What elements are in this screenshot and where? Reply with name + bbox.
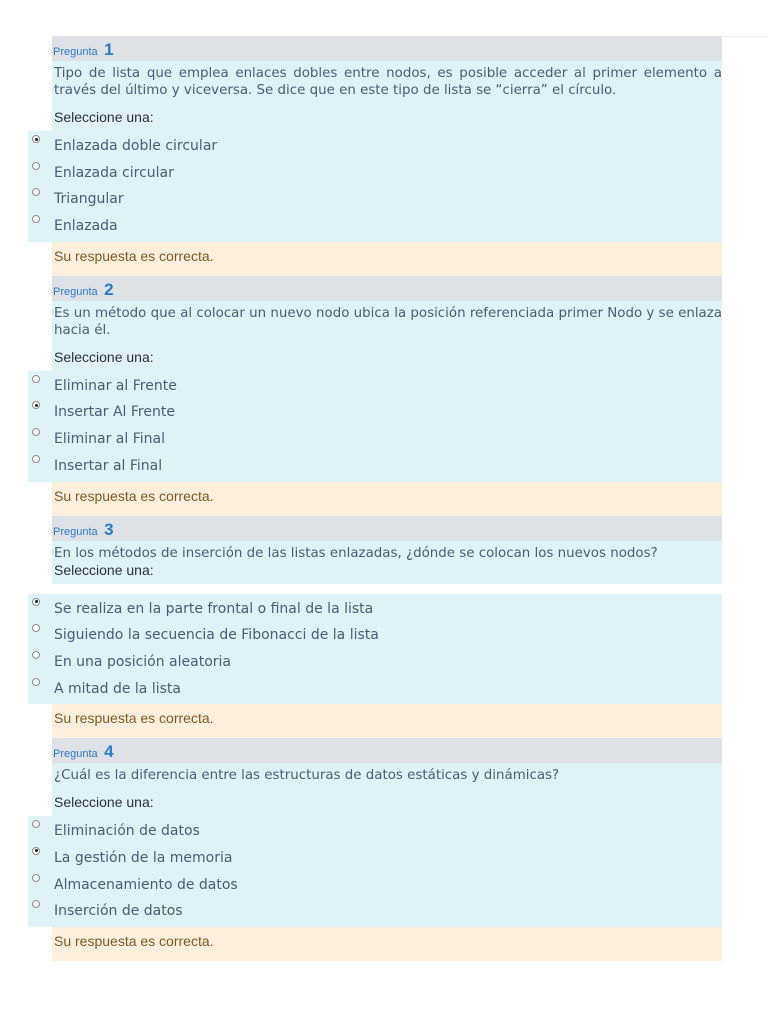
radio-button[interactable] xyxy=(32,135,40,143)
question-number: 3 xyxy=(104,519,114,539)
radio-button[interactable] xyxy=(32,162,40,170)
answer-option[interactable] xyxy=(28,375,722,402)
radio-button[interactable] xyxy=(32,678,40,686)
radio-button[interactable] xyxy=(32,624,40,632)
question-2 xyxy=(0,276,768,516)
answer-option[interactable] xyxy=(28,624,722,651)
answer-label[interactable]: Eliminación de datos xyxy=(54,823,200,840)
answer-options xyxy=(28,371,722,482)
question-4 xyxy=(0,738,768,961)
answer-label[interactable]: Insertar Al Frente xyxy=(54,404,175,421)
select-one-prompt: Seleccione una: xyxy=(54,109,154,125)
question-body xyxy=(52,61,722,131)
answer-label[interactable]: Enlazada xyxy=(54,218,118,235)
radio-button[interactable] xyxy=(32,598,40,606)
answer-options xyxy=(28,594,722,705)
select-one-prompt: Seleccione una: xyxy=(54,348,154,365)
question-label: Pregunta xyxy=(53,46,98,58)
question-number: 2 xyxy=(104,279,114,299)
question-header xyxy=(52,516,722,541)
answer-option[interactable] xyxy=(28,135,722,162)
question-number: 4 xyxy=(104,742,114,762)
radio-button[interactable] xyxy=(32,820,40,828)
question-text: ¿Cuál es la diferencia entre las estructuras de datos estáticas y dinámicas? xyxy=(54,768,560,784)
answer-label[interactable]: Se realiza en la parte frontal o final de la lista xyxy=(54,600,374,617)
answer-label[interactable]: En una posición aleatoria xyxy=(54,653,231,670)
answer-options xyxy=(28,816,722,927)
answer-option[interactable] xyxy=(28,820,722,847)
question-number: 1 xyxy=(104,40,114,59)
question-body xyxy=(52,541,722,584)
question-body xyxy=(52,763,722,816)
radio-button[interactable] xyxy=(32,900,40,908)
answer-label[interactable]: Enlazada circular xyxy=(54,164,174,181)
radio-button[interactable] xyxy=(32,651,40,659)
question-text: Es un método que al colocar un nuevo nodo ubica la posición referenciada primer Nodo y se enlaza hacia él. xyxy=(54,305,722,338)
select-one-prompt: Seleccione una: xyxy=(54,561,154,578)
question-label: Pregunta xyxy=(53,525,98,538)
question-header xyxy=(52,738,722,763)
radio-button[interactable] xyxy=(32,375,40,383)
radio-button[interactable] xyxy=(32,188,40,196)
answer-option[interactable] xyxy=(28,598,722,625)
answer-label[interactable]: Triangular xyxy=(54,191,124,208)
question-3 xyxy=(0,516,768,739)
select-one-prompt: Seleccione una: xyxy=(54,794,154,811)
feedback-correct: Su respuesta es correcta. xyxy=(52,927,722,961)
answer-label[interactable]: Eliminar al Frente xyxy=(54,377,177,394)
answer-option[interactable] xyxy=(28,651,722,678)
answer-option[interactable] xyxy=(28,162,722,189)
answer-label[interactable]: Inserción de datos xyxy=(54,903,183,920)
answer-option[interactable] xyxy=(28,215,722,242)
answer-label[interactable]: La gestión de la memoria xyxy=(54,849,233,866)
answer-label[interactable]: Enlazada doble circular xyxy=(54,138,218,154)
answer-option[interactable] xyxy=(28,874,722,901)
question-header xyxy=(52,36,722,61)
answer-label[interactable]: Almacenamiento de datos xyxy=(54,876,238,893)
question-label: Pregunta xyxy=(53,748,98,761)
question-text: En los métodos de inserción de las listas enlazadas, ¿dónde se colocan los nuevos nodos? xyxy=(54,545,658,561)
answer-option[interactable] xyxy=(28,455,722,482)
answer-option[interactable] xyxy=(28,188,722,215)
answer-options xyxy=(28,131,722,242)
quiz-review xyxy=(0,36,768,961)
radio-button[interactable] xyxy=(32,847,40,855)
answer-option[interactable] xyxy=(28,428,722,455)
answer-option[interactable] xyxy=(28,847,722,874)
answer-label[interactable]: Siguiendo la secuencia de Fibonacci de la lista xyxy=(54,627,379,644)
feedback-correct: Su respuesta es correcta. xyxy=(52,482,722,516)
radio-button[interactable] xyxy=(32,874,40,882)
radio-button[interactable] xyxy=(32,215,40,223)
feedback-correct: Su respuesta es correcta. xyxy=(52,704,722,738)
question-1 xyxy=(0,36,768,276)
section-gap xyxy=(0,584,768,594)
answer-label[interactable]: Eliminar al Final xyxy=(54,431,165,448)
feedback-correct: Su respuesta es correcta. xyxy=(52,242,722,276)
radio-button[interactable] xyxy=(32,401,40,409)
radio-button[interactable] xyxy=(32,428,40,436)
question-label: Pregunta xyxy=(53,285,98,298)
question-header xyxy=(52,276,722,301)
answer-option[interactable] xyxy=(28,401,722,428)
question-text: Tipo de lista que emplea enlaces dobles entre nodos, es posible acceder al primer elemento a través del último y viceversa. Se dice que en este tipo de lista se “cierra” el círculo. xyxy=(54,66,722,98)
answer-option[interactable] xyxy=(28,678,722,705)
answer-label[interactable]: Insertar al Final xyxy=(54,457,163,474)
answer-option[interactable] xyxy=(28,900,722,927)
radio-button[interactable] xyxy=(32,455,40,463)
question-body xyxy=(52,301,722,371)
answer-label[interactable]: A mitad de la lista xyxy=(54,680,181,697)
